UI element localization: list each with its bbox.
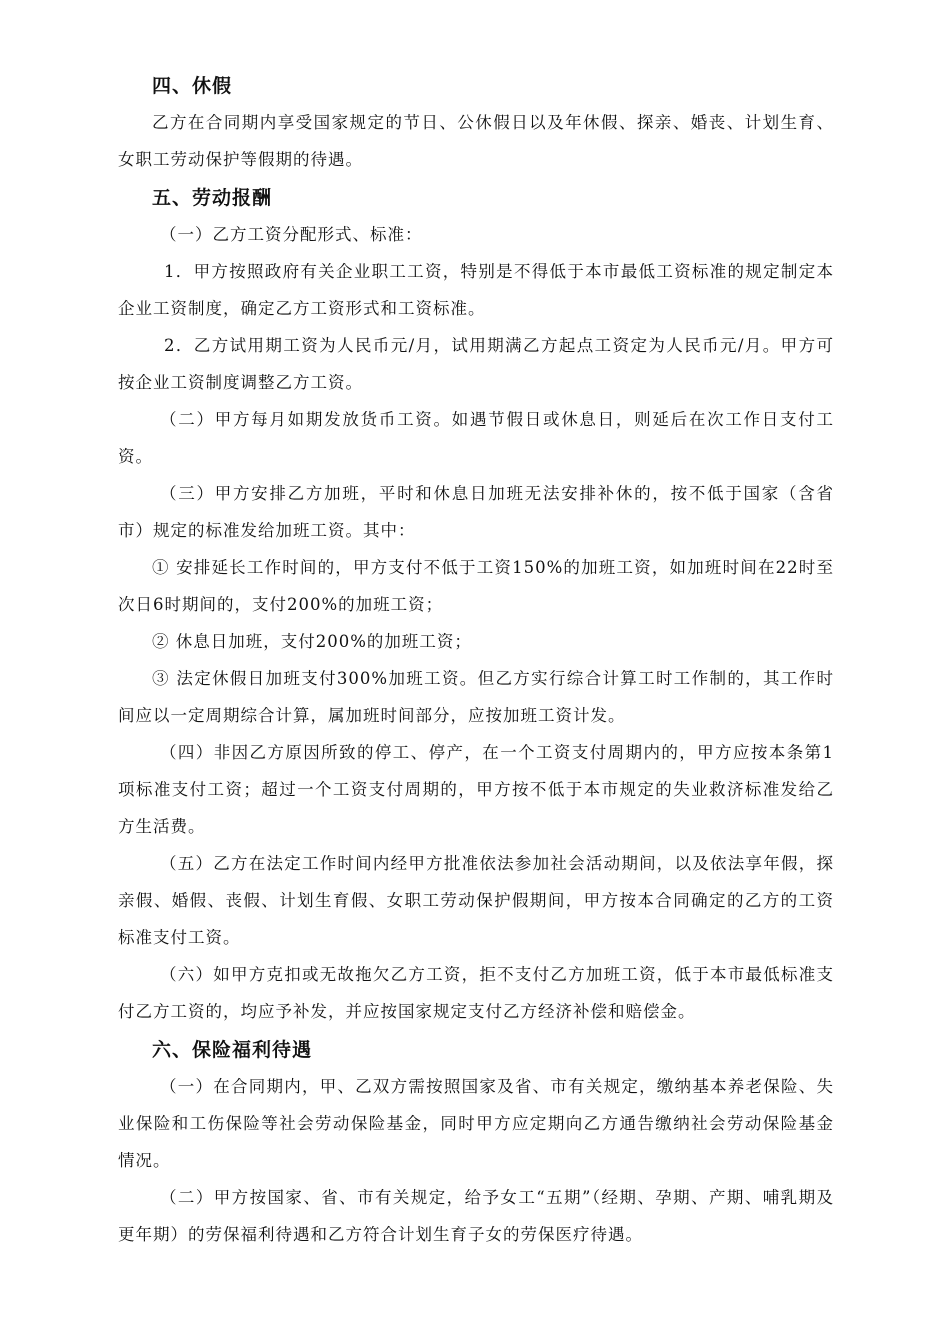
- paragraph-leave-benefits: 乙方在合同期内享受国家规定的节日、公休假日以及年休假、探亲、婚丧、计划生育、女职工劳动保护等假期的待遇。: [118, 113, 834, 169]
- paragraph-social-activities: （五）乙方在法定工作时间内经甲方批准依法参加社会活动期间，以及依法享年假，探亲假、婚假、丧假、计划生育假、女职工劳动保护假期间，甲方按本合同确定的乙方的工资标准支付工资。: [118, 854, 834, 947]
- section-heading-leave: 四、休假: [152, 75, 233, 97]
- paragraph-female-benefits: （二）甲方按国家、省、市有关规定，给予女工“五期”（经期、孕期、产期、哺乳期及更年期）的劳保福利待遇和乙方符合计划生育子女的劳保医疗待遇。: [118, 1188, 834, 1244]
- paragraph-wage-payment: （二）甲方每月如期发放货币工资。如遇节假日或休息日，则延后在次工作日支付工资。: [118, 410, 834, 466]
- paragraph-wage-item-2: 2．乙方试用期工资为人民币元/月，试用期满乙方起点工资定为人民币元/月。甲方可按企业工资制度调整乙方工资。: [118, 336, 834, 392]
- paragraph-social-insurance: （一）在合同期内，甲、乙双方需按照国家及省、市有关规定，缴纳基本养老保险、失业保险和工伤保险等社会劳动保险基金，同时甲方应定期向乙方通告缴纳社会劳动保险基金情况。: [118, 1077, 834, 1170]
- paragraph-overtime-item-3: ③ 法定休假日加班支付300%加班工资。但乙方实行综合计算工时工作制的，其工作时间应以一定周期综合计算，属加班时间部分，应按加班工资计发。: [118, 669, 834, 725]
- paragraph-wage-arrears: （六）如甲方克扣或无故拖欠乙方工资，拒不支付乙方加班工资，低于本市最低标准支付乙方工资的，均应予补发，并应按国家规定支付乙方经济补偿和赔偿金。: [118, 965, 834, 1021]
- document-body: [118, 68, 834, 1253]
- paragraph-work-stoppage: （四）非因乙方原因所致的停工、停产，在一个工资支付周期内的，甲方应按本条第1项标准支付工资；超过一个工资支付周期的，甲方按不低于本市规定的失业救济标准发给乙方生活费。: [118, 743, 834, 836]
- paragraph-wage-item-1: 1．甲方按照政府有关企业职工工资，特别是不得低于本市最低工资标准的规定制定本企业工资制度，确定乙方工资形式和工资标准。: [118, 262, 834, 318]
- paragraph-overtime: （三）甲方安排乙方加班，平时和休息日加班无法安排补休的，按不低于国家（含省市）规定的标准发给加班工资。其中：: [118, 484, 834, 540]
- section-heading-remuneration: 五、劳动报酬: [152, 187, 273, 209]
- paragraph-overtime-item-1: ① 安排延长工作时间的，甲方支付不低于工资150%的加班工资，如加班时间在22时至次日6时期间的，支付200%的加班工资；: [118, 558, 834, 614]
- paragraph-overtime-item-2: ② 休息日加班，支付200%的加班工资；: [152, 632, 472, 651]
- paragraph-wage-form: （一）乙方工资分配形式、标准：: [160, 225, 423, 244]
- section-heading-insurance: 六、保险福利待遇: [152, 1039, 313, 1061]
